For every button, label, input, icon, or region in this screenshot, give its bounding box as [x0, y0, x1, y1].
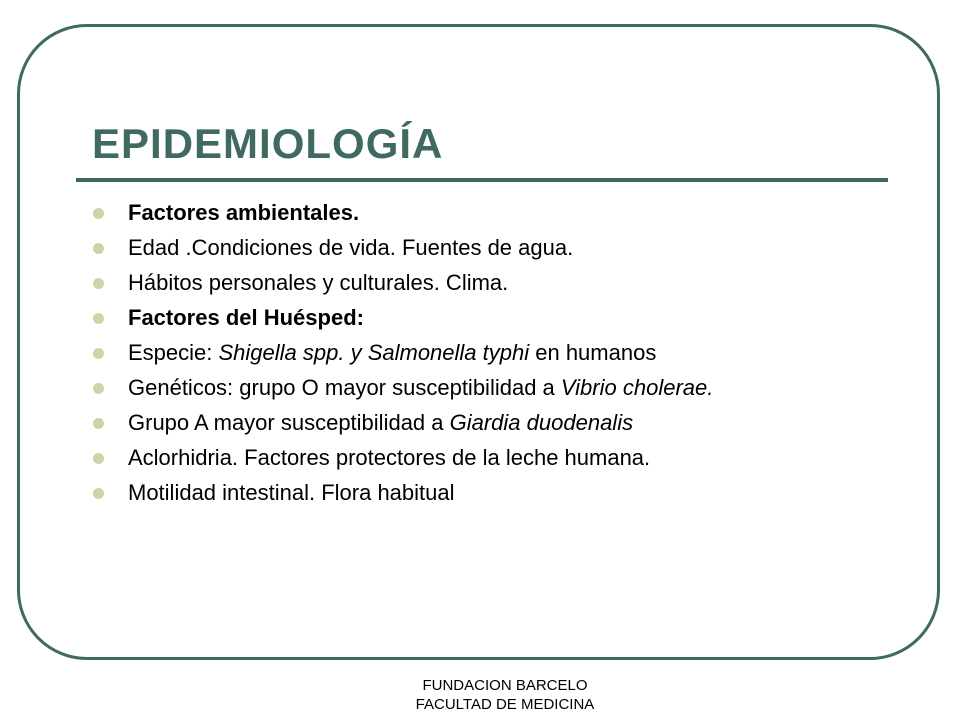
bullet-italic-text: Giardia duodenalis [449, 410, 634, 435]
bullet-text: Factores ambientales. [128, 200, 360, 225]
bullet-dot-icon [93, 488, 104, 499]
footer-line-1: FUNDACION BARCELO [422, 677, 588, 694]
bullet-text: Motilidad intestinal. Flora habitual [128, 480, 455, 505]
bullet-item [93, 340, 873, 365]
bullet-item [93, 305, 873, 330]
bullet-text: Especie: [128, 340, 219, 365]
bullet-item [93, 270, 873, 295]
bullet-italic-text: Vibrio cholerae. [560, 375, 714, 400]
bullet-dot-icon [93, 348, 104, 359]
bullet-item [93, 445, 873, 470]
bullet-text: Grupo A mayor susceptibilidad a [128, 410, 450, 435]
bullet-item [93, 480, 873, 505]
bullet-text: Edad .Condiciones de vida. Fuentes de agua. [128, 235, 574, 260]
bullet-dot-icon [93, 278, 104, 289]
bullet-italic-text: Shigella spp. y Salmonella typhi [218, 340, 530, 365]
bullet-dot-icon [93, 383, 104, 394]
bullet-dot-icon [93, 453, 104, 464]
bullet-text: Factores del Huésped: [128, 305, 364, 330]
bullet-dot-icon [93, 243, 104, 254]
bullet-text: Aclorhidria. Factores protectores de la leche humana. [128, 445, 651, 470]
slide-title: EPIDEMIOLOGÍA [92, 120, 444, 167]
bullet-list [93, 200, 873, 515]
bullet-text: Hábitos personales y culturales. Clima. [128, 270, 509, 295]
bullet-text: en humanos [529, 340, 657, 365]
title-underline [76, 178, 888, 182]
bullet-item [93, 235, 873, 260]
bullet-text: Genéticos: grupo O mayor susceptibilidad a [128, 375, 561, 400]
bullet-dot-icon [93, 208, 104, 219]
footer [0, 676, 960, 714]
bullet-dot-icon [93, 313, 104, 324]
bullet-item [93, 200, 873, 225]
footer-line-2: FACULTAD DE MEDICINA [415, 696, 595, 713]
bullet-item [93, 410, 873, 435]
bullet-item [93, 375, 873, 400]
bullet-dot-icon [93, 418, 104, 429]
